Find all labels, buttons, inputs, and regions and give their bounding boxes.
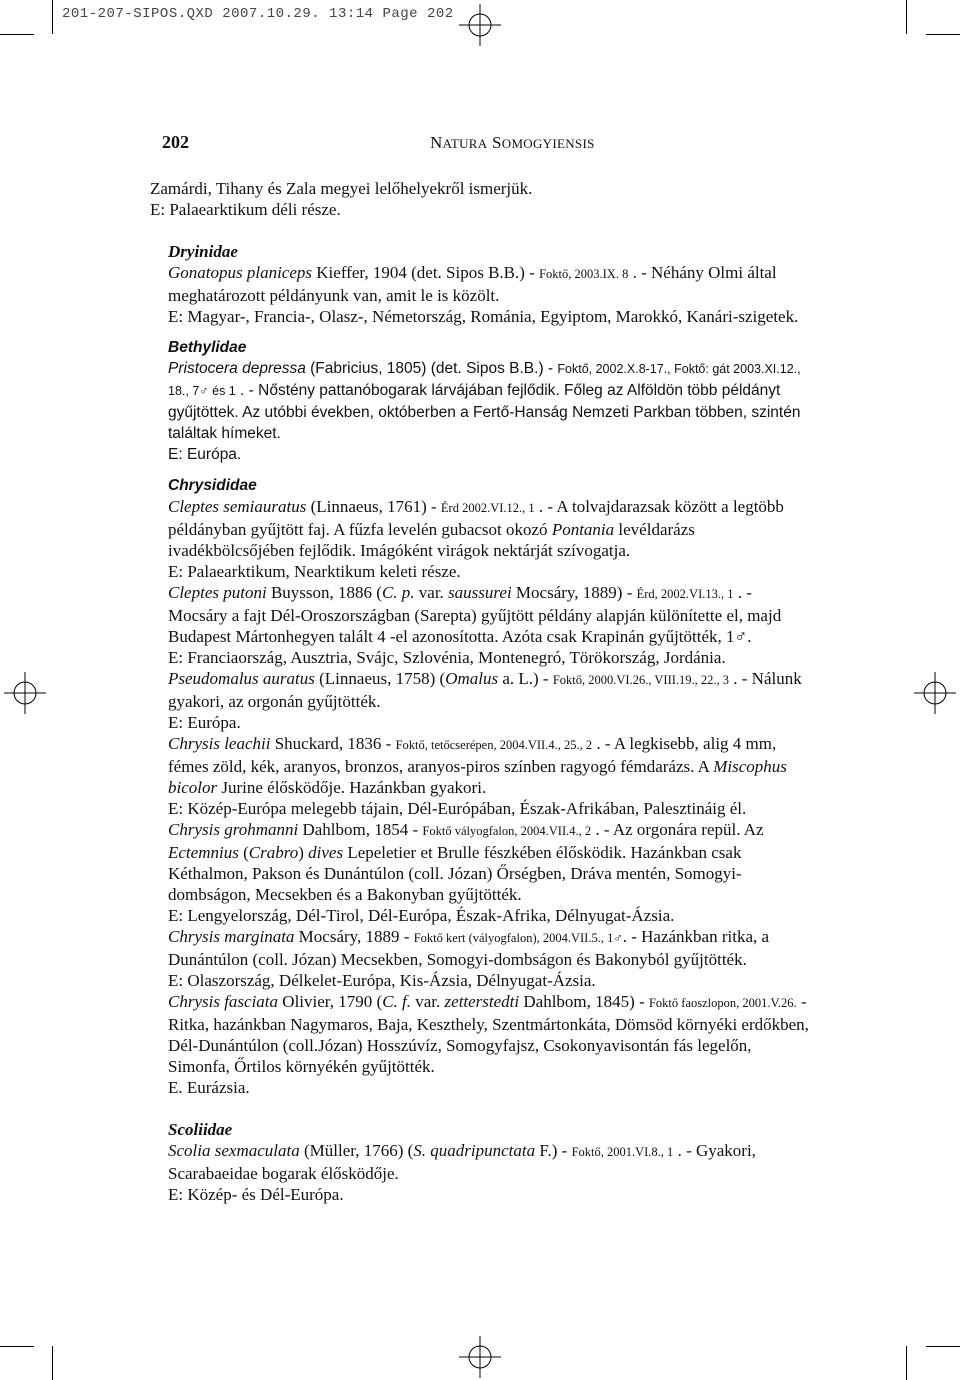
distribution: E: Palaearktikum déli része. — [150, 200, 341, 219]
species-entry: Pseudomalus auratus (Linnaeus, 1758) (Omalus a. L.) - Foktő, 2000.VI.26., VIII.19., 22., 3 . - Nálunk gyakori, az orgonán gyűjtötték. — [168, 669, 802, 711]
species-entry: Gonatopus planiceps Kieffer, 1904 (det. Sipos B.B.) - Foktő, 2003.IX. 8 . - Néhány Olmi által meghatározott példányunk van, amit le is közölt. — [168, 263, 777, 305]
paragraph: Zamárdi, Tihany és Zala megyei lelőhelyekről ismerjük. — [150, 179, 533, 198]
registration-mark-left — [4, 672, 46, 714]
species-entry: Chrysis fasciata Olivier, 1790 (C. f. var. zetterstedti Dahlbom, 1845) - Foktő faoszlopon, 2001.V.26. - Ritka, hazánkban Nagymaros, Baja, Keszthely, Szentmártonkáta, Dömsöd környéki erdőkben, Dél-Dunántúlon (coll.Józan) Hosszúvíz, Somogyfajsz, Csokonyavisontán fás legelőn, Simonfa, Őrtilos környékén gyűjtötték. — [168, 992, 809, 1076]
distribution: E. Eurázsia. — [168, 1078, 250, 1097]
distribution: E: Európa. — [168, 446, 242, 463]
crop-mark-bottom-left-h — [0, 1346, 34, 1347]
crop-mark-bottom-right — [906, 1346, 907, 1380]
crop-mark-top-right-h — [926, 34, 960, 35]
registration-mark-bottom — [459, 1336, 501, 1378]
distribution: E: Olaszország, Délkelet-Európa, Kis-Ázsia, Délnyugat-Ázsia. — [168, 971, 596, 990]
journal-title: NATURA SOMOGYIENSIS — [430, 133, 595, 152]
distribution: E: Franciaország, Ausztria, Svájc, Szlovénia, Montenegró, Törökország, Jordánia. — [168, 648, 726, 667]
family-heading-dryinidae: Dryinidae — [168, 242, 238, 261]
crop-mark-top-left-h — [0, 34, 34, 35]
distribution: E: Közép- és Dél-Európa. — [168, 1185, 344, 1204]
distribution: E: Európa. — [168, 713, 241, 732]
species-entry: Cleptes putoni Buysson, 1886 (C. p. var. saussurei Mocsáry, 1889) - Érd, 2002.VI.13., 1 . - Mocsáry a fajt Dél-Oroszországban (Sarepta) gyűjtött példány alapján különítette el, majd Budapest Mártonhegyen talált 4 -el azonosította. Azóta csak Krapinán gyűjtötték, 1♂. — [168, 583, 782, 646]
print-slug: 201-207-SIPOS.QXD 2007.10.29. 13:14 Page 202 — [62, 6, 454, 22]
distribution: E: Közép-Európa melegebb tájain, Dél-Európában, Észak-Afrikában, Palesztináig él. — [168, 799, 747, 818]
distribution: E: Magyar-, Francia-, Olasz-, Németország, Románia, Egyiptom, Marokkó, Kanári-szigetek. — [168, 307, 799, 326]
distribution: E: Lengyelország, Dél-Tirol, Dél-Európa, Észak-Afrika, Délnyugat-Ázsia. — [168, 906, 675, 925]
species-entry: Chrysis grohmanni Dahlbom, 1854 - Foktő vályogfalon, 2004.VII.4., 2 . - Az orgonára repül. Az Ectemnius (Crabro) dives Lepeletier et Brulle fészkében élősködik. Hazánkban csak Kéthalmon, Pakson és Dunántúlon (coll. Józan) Őrségben, Dráva mentén, Somogyi-dombságon, Mecsekben és a Bakonyban gyűjtötték. — [168, 820, 764, 904]
family-heading-bethylidae: Bethylidae — [168, 339, 247, 356]
crop-mark-bottom-right-h — [926, 1346, 960, 1347]
registration-mark-top — [459, 4, 501, 46]
species-entry: Chrysis leachii Shuckard, 1836 - Foktő, tetőcserépen, 2004.VII.4., 25., 2 . - A legkisebb, alig 4 mm, fémes zöld, kék, aranyos, bronzos, aranyos-piros színben ragyogó fémdarázs. A Miscophus bicolor Jurine élősködője. Hazánkban gyakori. — [168, 734, 787, 797]
species-entry: Scolia sexmaculata (Müller, 1766) (S. quadripunctata F.) - Foktő, 2001.VI.8., 1 . - Gyakori, Scarabaeidae bogarak élősködője. — [168, 1141, 756, 1183]
family-heading-chrysididae: Chrysididae — [168, 477, 257, 494]
species-entry: Chrysis marginata Mocsáry, 1889 - Foktő kert (vályogfalon), 2004.VII.5., 1♂. - Hazánkban ritka, a Dunántúlon (coll. Józan) Mecsekben, Somogyi-dombságon és Bakonyból gyűjtötték. — [168, 927, 770, 969]
article-body — [150, 178, 814, 1205]
crop-mark-top-left — [52, 0, 53, 34]
running-header — [162, 132, 812, 153]
page-number: 202 — [162, 132, 189, 152]
distribution: E: Palaearktikum, Nearktikum keleti része. — [168, 562, 461, 581]
registration-mark-right — [914, 672, 956, 714]
family-heading-scoliidae: Scoliidae — [168, 1120, 233, 1139]
species-entry: Cleptes semiauratus (Linnaeus, 1761) - Érd 2002.VI.12., 1 . - A tolvajdarazsak között a legtöbb példányban gyűjtött faj. A fűzfa levelén gubacsot okozó Pontania levéldarázs ivadékbölcsőjében fejlődik. Imágóként virágok nektárját szívogatja. — [168, 497, 784, 560]
crop-mark-bottom-left — [52, 1346, 53, 1380]
species-entry: Pristocera depressa (Fabricius, 1805) (det. Sipos B.B.) - Foktő, 2002.X.8-17., Foktő: gát 2003.XI.12., 18., 7♂ és 1 . - Nőstény pattanóbogarak lárvájában fejlődik. Főleg az Alföldön több példányt gyűjtöttek. Az utóbbi években, októberben a Fertő-Hanság Nemzeti Parkban többen, szintén találtak hímeket. — [168, 360, 801, 442]
crop-mark-top-right — [906, 0, 907, 34]
